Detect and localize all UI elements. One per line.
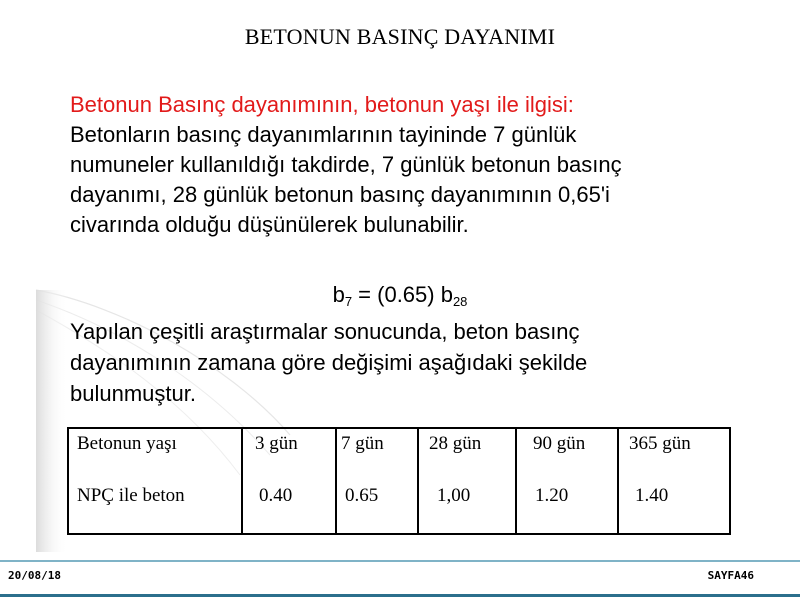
paragraph-line: bulunmuştur. bbox=[70, 381, 196, 406]
table-age: 7 gün bbox=[341, 433, 384, 454]
formula-subscript-28: 28 bbox=[452, 294, 468, 309]
footer-date: 20/08/18 bbox=[8, 569, 61, 582]
paragraph-line: dayanımının zamana göre değişimi aşağıdaki şekilde bbox=[70, 350, 588, 375]
paragraph-line: Betonların basınç dayanımlarının tayininde 7 günlük bbox=[70, 122, 577, 147]
footer-page-number: SAYFA46 bbox=[707, 569, 754, 582]
strength-table bbox=[67, 427, 731, 535]
table-value: 1.40 bbox=[635, 485, 669, 506]
table-age: 28 gün bbox=[429, 433, 482, 454]
table-age: 3 gün bbox=[255, 433, 298, 454]
footer-bottom-bar bbox=[0, 594, 800, 597]
paragraph-line: numuneler kullanıldığı takdirde, 7 günlük betonun basınç bbox=[70, 152, 622, 177]
table-label-cell bbox=[68, 428, 242, 534]
table-value: 0.65 bbox=[345, 485, 379, 506]
formula-middle: = (0.65) b bbox=[352, 282, 453, 307]
table-cell bbox=[242, 428, 336, 534]
table-cell bbox=[418, 428, 516, 534]
table-cell bbox=[336, 428, 418, 534]
slide-title: BETONUN BASINÇ DAYANIMI bbox=[244, 24, 556, 49]
table-cell bbox=[618, 428, 730, 534]
paragraph-heading: Betonun Basınç dayanımının, betonun yaşı ile ilgisi: bbox=[70, 92, 574, 117]
footer-divider bbox=[0, 560, 800, 562]
table-value: 0.40 bbox=[259, 485, 293, 506]
formula-b: b bbox=[332, 282, 345, 307]
table-age: 365 gün bbox=[629, 433, 691, 454]
paragraph-line: dayanımı, 28 günlük betonun basınç dayanımının 0,65'i bbox=[70, 182, 610, 207]
table-header: Betonun yaşı bbox=[77, 433, 177, 454]
paragraph-line: civarında olduğu düşünülerek bulunabilir. bbox=[70, 212, 469, 237]
paragraph-2 bbox=[70, 316, 770, 409]
table-age: 90 gün bbox=[533, 433, 586, 454]
table-cell bbox=[516, 428, 618, 534]
table-value: 1.20 bbox=[535, 485, 569, 506]
paragraph-1 bbox=[70, 90, 770, 240]
formula bbox=[0, 282, 800, 309]
table-value: 1,00 bbox=[437, 485, 471, 506]
table-row bbox=[68, 428, 730, 534]
paragraph-line: Yapılan çeşitli araştırmalar sonucunda, beton basınç bbox=[70, 319, 580, 344]
formula-subscript-7: 7 bbox=[344, 294, 353, 309]
table-row-label: NPÇ ile beton bbox=[77, 485, 185, 506]
